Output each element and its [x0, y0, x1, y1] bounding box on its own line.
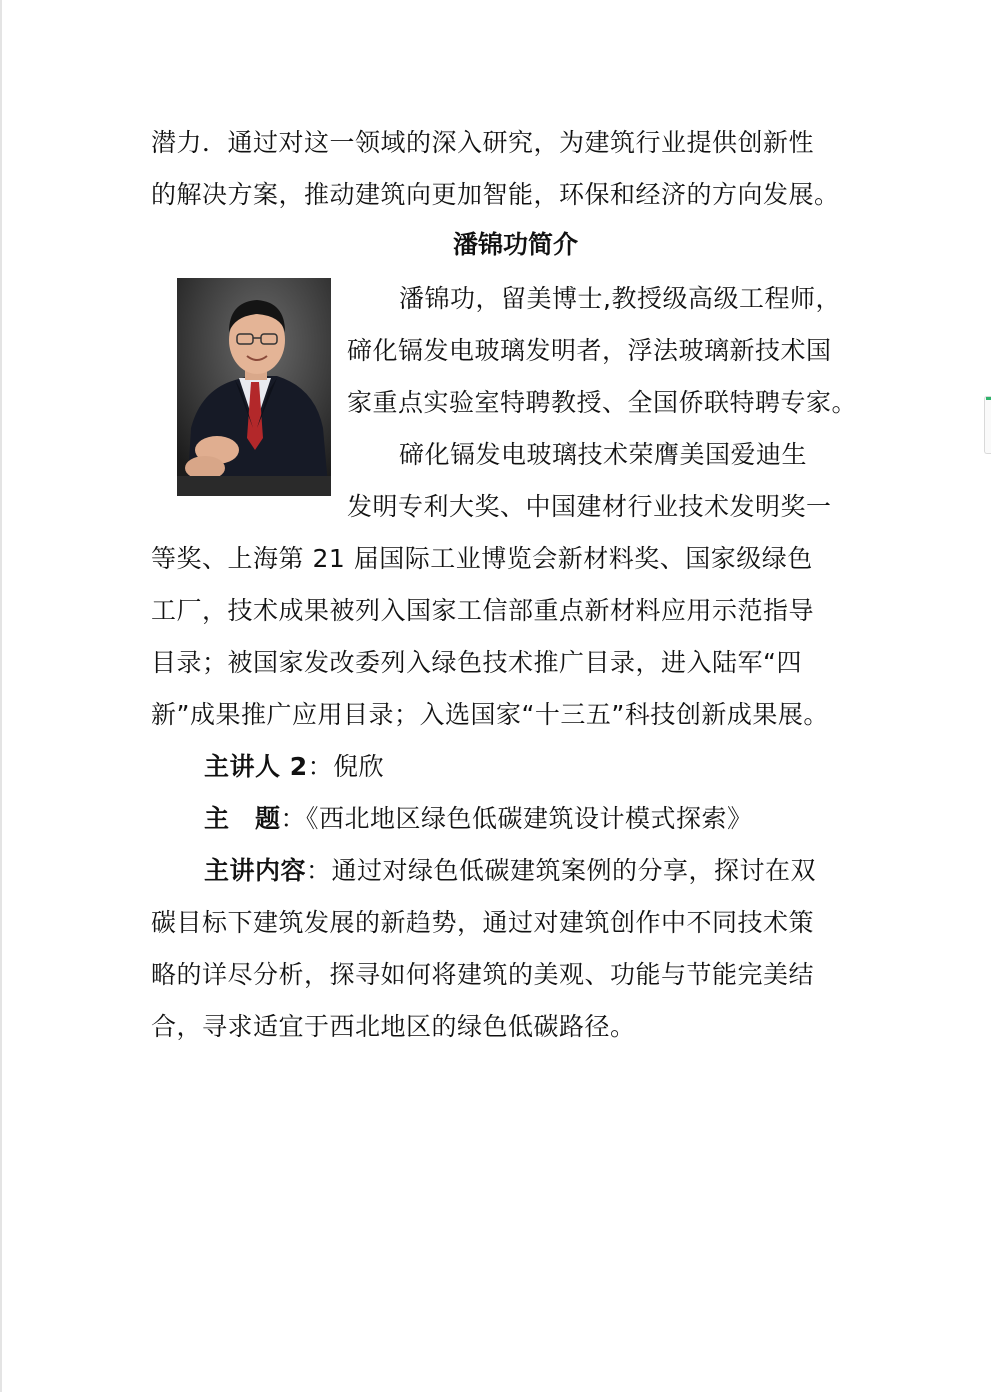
- speaker2-label: 主讲人 2: [204, 752, 308, 781]
- side-panel-handle[interactable]: [984, 396, 991, 454]
- content-line-2: 碳目标下建筑发展的新趋势，通过对建筑创作中不同技术策: [151, 908, 815, 937]
- content-line-3: 略的详尽分析，探寻如何将建筑的美观、功能与节能完美结: [151, 960, 815, 989]
- bio-p2-line-6: 新”成果推广应用目录；入选国家“十三五”科技创新成果展。: [151, 700, 829, 729]
- bio-p1-line-2: 碲化镉发电玻璃发明者，浮法玻璃新技术国: [347, 336, 832, 365]
- portrait-photo: [177, 278, 331, 496]
- content-line-4: 合，寻求适宜于西北地区的绿色低碳路径。: [151, 1012, 636, 1041]
- bio-p1-line-1: 潘锦功，留美博士,教授级高级工程师，: [399, 284, 841, 313]
- content-line-1: [204, 856, 816, 886]
- speaker2-sep: ：: [307, 752, 334, 781]
- bio-p1-line-3: 家重点实验室特聘教授、全国侨联特聘专家。: [347, 388, 858, 417]
- bio-p2-line-4: 工厂，技术成果被列入国家工信部重点新材料应用示范指导: [151, 596, 815, 625]
- bio-p2-line-1: 碲化镉发电玻璃技术荣膺美国爱迪生: [399, 440, 808, 469]
- speaker2-line: [204, 752, 384, 782]
- topic-label: 主 题: [204, 804, 281, 833]
- page-edge: [0, 0, 2, 1392]
- content-sep: ：: [306, 856, 332, 885]
- bio-p2-line-3: 等奖、上海第 21 届国际工业博览会新材料奖、国家级绿色: [151, 544, 813, 573]
- bio-title: 潘锦功简介: [452, 230, 578, 259]
- intro-line-1: 潜力．通过对这一领域的深入研究，为建筑行业提供创新性: [151, 128, 815, 157]
- intro-line-2: 的解决方案，推动建筑向更加智能，环保和经济的方向发展。: [151, 180, 840, 209]
- topic-sep: ：: [280, 804, 307, 833]
- topic-title: 《西北地区绿色低碳建筑设计模式探索》: [306, 804, 753, 833]
- bio-p2-line-2: 发明专利大奖、中国建材行业技术发明奖一: [347, 492, 832, 521]
- content-text-1: 通过对绿色低碳建筑案例的分享，探讨在双: [331, 856, 817, 885]
- topic-line: [204, 804, 753, 834]
- content-label: 主讲内容: [204, 856, 307, 885]
- speaker2-name: 倪欣: [333, 752, 385, 781]
- bio-p2-line-5: 目录；被国家发改委列入绿色技术推广目录，进入陆军“四: [151, 648, 802, 677]
